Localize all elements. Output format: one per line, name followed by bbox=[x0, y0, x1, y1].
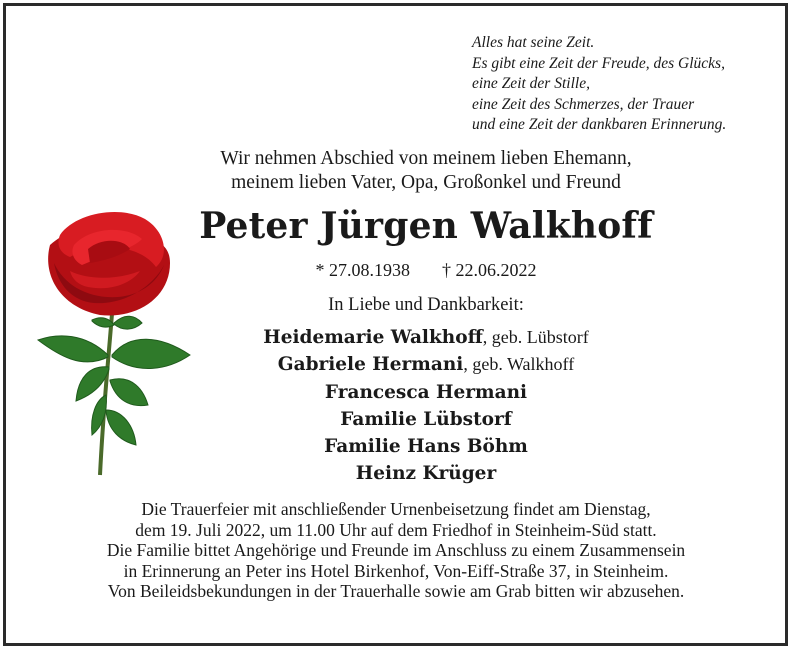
intro-line-1: Wir nehmen Abschied von meinem lieben Ehemann, bbox=[220, 148, 632, 169]
poem-line: und eine Zeit der dankbaren Erinnerung. bbox=[472, 116, 727, 133]
mourner-name: Familie Lübstorf bbox=[340, 408, 512, 430]
info-line: Die Trauerfeier mit anschließender Urnenbeisetzung findet am Dienstag, bbox=[141, 499, 651, 519]
red-rose-image bbox=[30, 205, 195, 480]
mourner-name: Heidemarie Walkhoff bbox=[263, 327, 483, 348]
info-line: dem 19. Juli 2022, um 11.00 Uhr auf dem Friedhof in Steinheim-Süd statt. bbox=[135, 519, 657, 540]
mourner-name: Francesca Hermani bbox=[324, 381, 528, 403]
mourner-suffix: , geb. Lübstorf bbox=[482, 327, 589, 347]
info-line: Die Familie bittet Angehörige und Freunde im Anschluss zu einem Zusammensein bbox=[106, 540, 686, 561]
intro-line-2: meinem lieben Vater, Opa, Großonkel und Freund bbox=[231, 172, 621, 193]
info-line: in Erinnerung an Peter ins Hotel Birkenhof, Von-Eiff-Straße 37, in Steinheim. bbox=[123, 560, 669, 581]
death-date: † 22.06.2022 bbox=[442, 260, 537, 280]
dedication-line: In Liebe und Dankbarkeit: bbox=[328, 295, 524, 315]
info-line: Von Beileidsbekundungen in der Trauerhalle sowie am Grab bitten wir abzusehen. bbox=[107, 581, 685, 602]
birth-date: * 27.08.1938 bbox=[315, 260, 410, 280]
rose-bloom bbox=[48, 212, 170, 315]
poem-line: eine Zeit der Stille, bbox=[472, 75, 590, 92]
poem-line: Es gibt eine Zeit der Freude, des Glücks, bbox=[472, 54, 725, 72]
mourner-name: Gabriele Hermani bbox=[277, 354, 464, 376]
mourner-name: Familie Hans Böhm bbox=[324, 436, 528, 458]
poem-line: Alles hat seine Zeit. bbox=[472, 34, 595, 51]
mourner-suffix: , geb. Walkhoff bbox=[463, 354, 575, 375]
deceased-name: Peter Jürgen Walkhoff bbox=[199, 205, 653, 247]
rose-leaves bbox=[38, 316, 190, 445]
poem-quote bbox=[472, 33, 726, 136]
mourner-name: Heinz Krüger bbox=[355, 463, 497, 485]
poem-line: eine Zeit des Schmerzes, der Trauer bbox=[472, 95, 695, 113]
farewell-intro bbox=[0, 147, 792, 195]
funeral-information bbox=[0, 499, 792, 602]
